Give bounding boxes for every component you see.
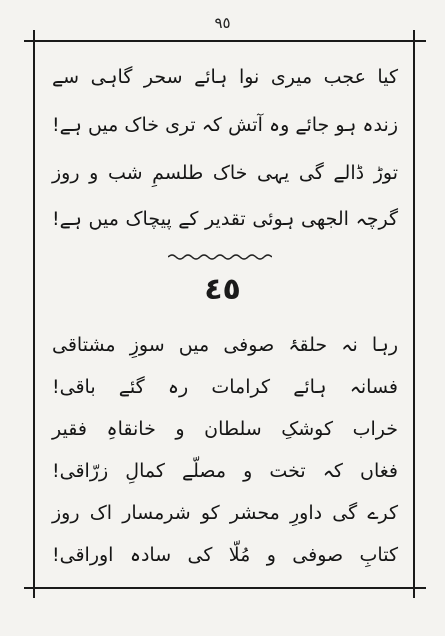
bottom-rule (24, 587, 426, 589)
verse-line: کتابِ صوفی و مُلّا کی سادہ اوراقی! (52, 544, 398, 566)
verse-line: کرے گی داورِ محشر کو شرمسار اک روز (52, 502, 398, 524)
poem-number: ٤٥ (204, 272, 241, 307)
verse-line: توڑ ڈالے گی یہی خاک طلسمِ شب و روز (52, 162, 398, 184)
verse-line: رہا نہ حلقۂ صوفی میں سوزِ مشتاقی (52, 334, 398, 356)
verse-line: زندہ ہو جائے وہ آتش کہ تری خاک میں ہے! (52, 114, 398, 136)
verse-line: کیا عجب میری نوا ہائے سحر گاہی سے (52, 66, 398, 88)
verse-line: فسانہ ہائے کرامات رہ گئے باقی! (52, 376, 398, 398)
top-rule (24, 40, 426, 42)
right-rule (413, 30, 415, 598)
left-rule (33, 30, 35, 598)
verse-line: فغاں کہ تخت و مصلّے کمالِ زرّاقی! (52, 460, 398, 482)
page-number: ٩٥ (214, 14, 231, 32)
verse-line: خراب کوشکِ سلطان و خانقاہِ فقیر (52, 418, 398, 440)
verse-line: گرچہ الجھی ہوئی تقدیر کے پیچاک میں ہے! (52, 208, 398, 230)
wavy-divider (168, 252, 272, 262)
